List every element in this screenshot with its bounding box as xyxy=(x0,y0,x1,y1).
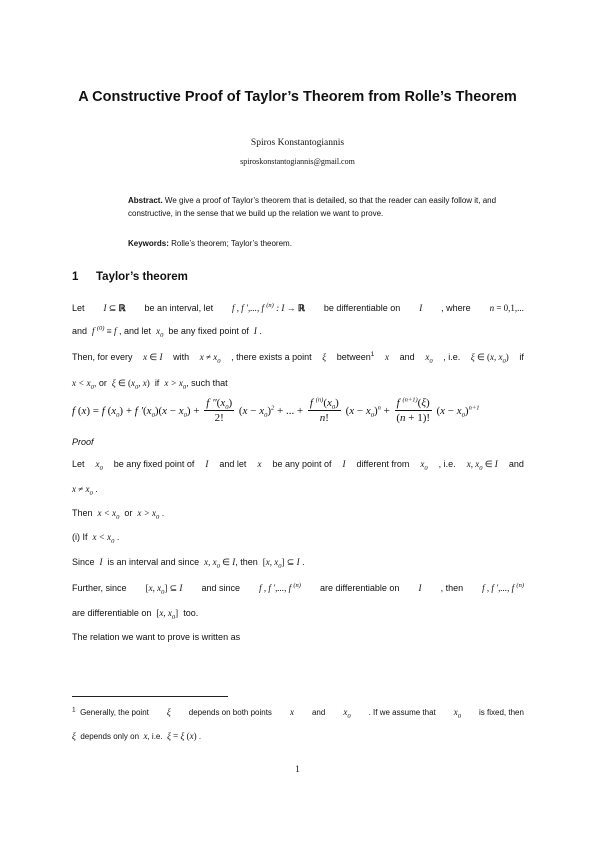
proof-line-1 xyxy=(72,459,524,470)
footnote-ie: , i.e. xyxy=(147,732,163,741)
footnote-rule xyxy=(72,696,228,697)
abstract xyxy=(128,194,498,220)
math-I-3: I xyxy=(342,459,346,469)
text-and-let: , and let xyxy=(119,326,152,336)
math-I-subset-R: I ⊆ ℝ xyxy=(103,303,126,313)
footnote-text-a: $^1$ Generally, the point xyxy=(72,706,149,717)
section-heading xyxy=(72,271,188,283)
math-x: x xyxy=(385,352,390,362)
text-fixed-point: be any fixed point of xyxy=(168,326,249,336)
text-are-differentiable: are differentiable on xyxy=(320,583,400,593)
proof-line-3: Then $x < x_0$ or $x > x_0$ . xyxy=(72,508,165,521)
proof-label: Proof xyxy=(72,437,94,447)
text-then-comma: , then xyxy=(235,557,258,567)
text-such-that: , such that xyxy=(186,378,228,388)
paper-title: A Constructive Proof of Taylor’s Theorem from Rolle’s Theorem xyxy=(78,89,517,105)
math-x-neq-x0-2: $x \ne x_0$ xyxy=(72,484,93,497)
math-I-2: I xyxy=(205,459,209,469)
foot-math-xi-of-x: ξ = ξ (x) xyxy=(167,731,197,741)
math-x-lt-x0: $x < x_0$ xyxy=(72,378,94,391)
text-different-from: different from xyxy=(356,459,410,469)
text-exists-point: , there exists a point xyxy=(231,352,312,362)
proof-line-since: Since I is an interval and since x, $x_0$ ∈ I, then [x, $x_0$] ⊆ I . xyxy=(72,557,305,570)
foot-math-x0-2: $x_0$ xyxy=(453,707,462,720)
text-and: and xyxy=(72,326,88,336)
text-let: Let xyxy=(72,303,85,313)
math-n-range: n = 0,1,... xyxy=(489,303,524,313)
math-interval-subset: [x, $x_0$] ⊆ I xyxy=(262,557,300,570)
text-too: too. xyxy=(183,608,199,618)
proof-line-further xyxy=(72,583,524,594)
text-ie-2: , i.e. xyxy=(438,459,456,469)
text-are-differentiable-2: are differentiable on xyxy=(72,608,152,618)
keywords xyxy=(128,237,498,250)
text-fixed-point-2: be any fixed point of xyxy=(113,459,195,469)
taylor-formula: f (x) = f $(x_0) + f$ $'(x_0)(x - x_0)$ + $\frac{f ''(x_0)}{2!}$ $(x - x_0)^2$ + ... + $\frac{f ^{(n)}(x_0)}{n!}$ $(x - x_0)^n$ + $\frac{f ^{(n+1)}(\xi)}{(n + 1)!}$ $(x - x_0)^{n+1}$ xyxy=(72,396,480,424)
page-number: 1 xyxy=(295,765,300,775)
math-x0-3: $x_0$ xyxy=(95,459,103,472)
math-I-4: I xyxy=(99,557,103,567)
frac-remainder: $\frac{f ^{(n+1)}(\xi)}{(n + 1)!}$ xyxy=(396,396,431,424)
text-or-plain: or xyxy=(124,508,133,518)
text-case-i: (i) If xyxy=(72,532,88,542)
math-I: I xyxy=(419,303,423,313)
theorem-line-1 xyxy=(72,303,524,314)
text-then-for-every: Then, for every xyxy=(72,352,133,362)
math-f0-equiv-f: f $^{(0)}$ ≡ f xyxy=(92,325,117,336)
text-any-point: be any point of xyxy=(272,459,332,469)
foot-math-xi-2: ξ xyxy=(72,731,76,741)
math-x-2: x xyxy=(257,459,262,469)
footnote-and: and xyxy=(311,708,326,717)
frac-second-derivative: $\frac{f ''(x_0)}{2!}$ xyxy=(206,397,233,424)
footnote-text-b: depends on both points xyxy=(188,708,272,717)
math-xi: ξ xyxy=(322,352,327,362)
foot-math-x: x xyxy=(289,707,294,717)
math-x0: $x_0$ xyxy=(156,326,164,339)
math-x-neq-x0: $x \ne x_0$ xyxy=(199,352,221,365)
proof-line-too xyxy=(72,608,524,621)
footnote-line-2: ξ depends only on x, i.e. ξ = ξ (x) . xyxy=(72,731,202,741)
math-x0-2: $x_0$ xyxy=(425,352,433,365)
proof-line-2: $x \ne x_0$ . xyxy=(72,484,98,497)
text-if-2: if xyxy=(154,378,160,388)
section-number: 1 xyxy=(72,271,79,283)
theorem-line-4 xyxy=(72,378,524,389)
author-email: spiroskonstantogiannis@gmail.com xyxy=(240,157,355,166)
proof-line-relation: The relation we want to prove is written as xyxy=(72,632,241,642)
footnote-text-d: is fixed, then xyxy=(479,708,524,717)
abstract-label: Abstract. xyxy=(128,196,163,205)
math-x-x0-in-I-2: x, $x_0$ ∈ I xyxy=(204,557,236,570)
math-I-5: I xyxy=(418,583,422,593)
text-with: with xyxy=(173,352,190,362)
math-x-lt-x0-2: $x < x_0$ xyxy=(97,508,120,521)
section-title: Taylor’s theorem xyxy=(96,271,188,283)
text-and-2: and xyxy=(399,352,415,362)
foot-math-xi: ξ xyxy=(166,707,171,717)
text-ie: , i.e. xyxy=(443,352,461,362)
text-further-since: Further, since xyxy=(72,583,127,593)
case-i: (i) If $x < x_0$ . xyxy=(72,532,120,545)
text-then-comma-2: , then xyxy=(440,583,464,593)
footnote-line-1 xyxy=(72,706,524,720)
keywords-label: Keywords: xyxy=(128,239,169,248)
foot-math-x0: $x_0$ xyxy=(343,707,351,720)
footnote-text-e: depends only on xyxy=(80,732,140,741)
math-xi-in-interval-2: ξ ∈ ($x_0$, x) xyxy=(111,378,150,391)
frac-nth-derivative: $\frac{f ^{(n)}(x_0)}{n!}$ xyxy=(309,396,339,424)
math-function-list: f , f ′,..., f $^{(n)}$ : I → ℝ xyxy=(232,302,305,313)
math-xi-in-interval: ξ ∈ (x, $x_0$) xyxy=(470,352,509,365)
theorem-line-3 xyxy=(72,352,524,363)
math-x-gt-x0: $x > x_0$ xyxy=(164,378,187,391)
math-x-in-I: x ∈ I xyxy=(143,352,163,362)
text-since: Since xyxy=(72,557,95,567)
author-name: Spiros Konstantogiannis xyxy=(250,138,345,148)
math-x-lt-x0-3: $x < x_0$ xyxy=(92,532,115,545)
text-interval: be an interval, let xyxy=(144,303,214,313)
footnote-mark: 1 xyxy=(72,706,76,714)
text-and-3: and xyxy=(508,459,524,469)
text-let-2: Let xyxy=(72,459,85,469)
footnote-text-c: . If we assume that xyxy=(368,708,436,717)
text-between: between$^1$ xyxy=(336,351,375,362)
abstract-text: We give a proof of Taylor’s theorem that is detailed, so that the reader can easily follow it, and constructive, in the sense that we build up the relation we want to prove. xyxy=(128,196,497,218)
math-I-end: I xyxy=(253,326,257,336)
keywords-text: Rolle’s theorem; Taylor’s theorem. xyxy=(168,239,292,248)
math-x-gt-x0-2: $x > x_0$ xyxy=(137,508,160,521)
text-if: if xyxy=(519,352,524,362)
text-and-since: and since xyxy=(201,583,241,593)
foot-math-x-2: x xyxy=(143,731,148,741)
text-where: , where xyxy=(441,303,471,313)
text-and-let-2: and let xyxy=(219,459,247,469)
math-x0-4: $x_0$ xyxy=(420,459,428,472)
text-or: , or xyxy=(93,378,107,388)
math-closed-interval: [x, $x_0$] xyxy=(156,608,179,621)
math-interval-subset-2: [x, $x_0$] ⊆ I xyxy=(145,583,183,596)
footnote-ref[interactable]: 1 xyxy=(370,351,375,358)
math-x-x0-in-I: x, $x_0$ ∈ I xyxy=(466,459,498,472)
math-function-list-2: f , f ′,..., f $^{(n)}$ xyxy=(259,582,301,593)
text-interval-since: is an interval and since xyxy=(107,557,200,567)
text-then: Then xyxy=(72,508,93,518)
text-differentiable: be differentiable on xyxy=(323,303,401,313)
math-function-list-3: f , f ′,..., f $^{(n)}$ xyxy=(482,582,524,593)
theorem-line-2: and f $^{(0)}$ ≡ f , and let $x_0$ be any fixed point of I . xyxy=(72,325,262,339)
